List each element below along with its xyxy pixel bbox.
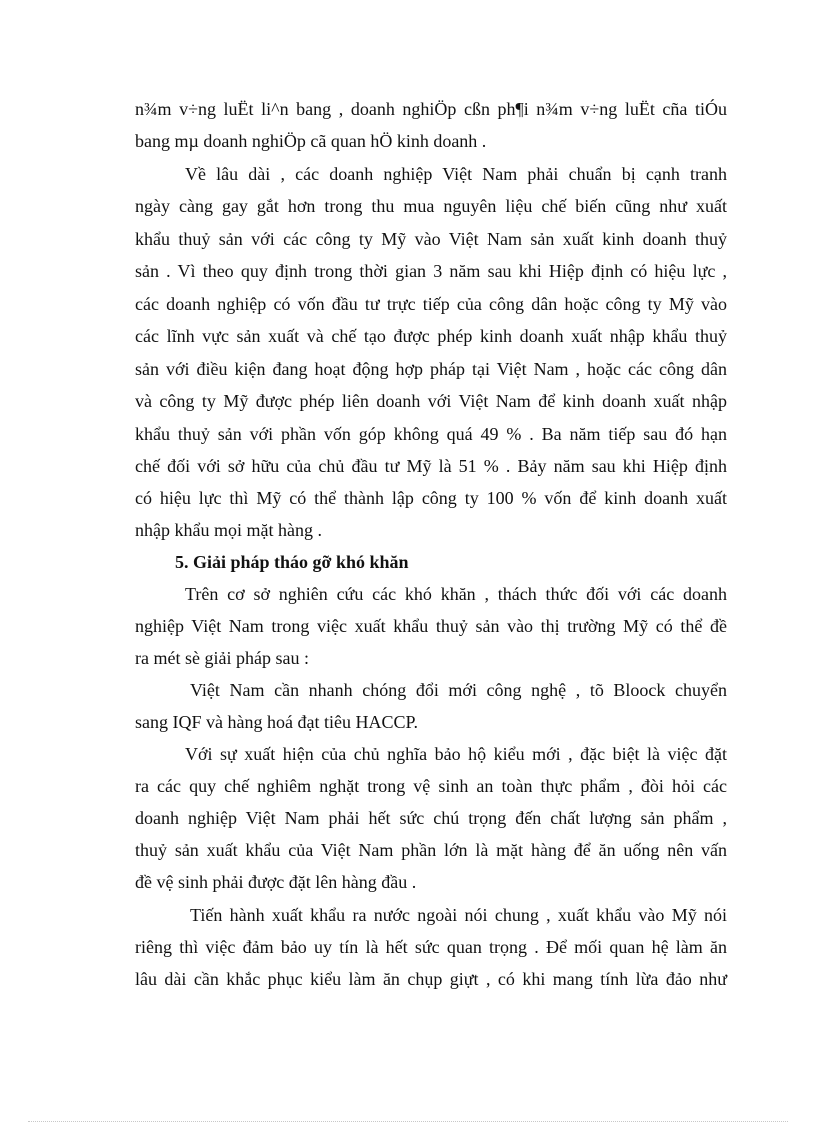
text-line: Tiến hành xuất khẩu ra nước ngoài nói chung , xuất khẩu vào Mỹ nói <box>190 905 727 925</box>
text-line: khẩu thuỷ sản với các công ty Mỹ vào Việt Nam sản xuất kinh doanh thuỷ <box>135 229 727 249</box>
text-line: ngày càng gay gắt hơn trong thu mua nguyên liệu chế biến cũng như xuất <box>135 196 727 216</box>
text-line: nghiệp Việt Nam trong việc xuất khẩu thuỷ sản vào thị trường Mỹ có thể đề <box>135 616 727 636</box>
text-line: doanh nghiệp Việt Nam phải hết sức chú trọng đến chất lượng sản phẩm , <box>135 808 727 828</box>
text-line: Về lâu dài , các doanh nghiệp Việt Nam phải chuẩn bị cạnh tranh <box>185 164 727 184</box>
text-line: nhập khẩu mọi mặt hàng . <box>135 520 322 540</box>
text-line: sang IQF và hàng hoá đạt tiêu HACCP. <box>135 712 418 732</box>
text-line: các doanh nghiệp có vốn đầu tư trực tiếp của công dân hoặc công ty Mỹ vào <box>135 294 727 314</box>
text-line: riêng thì việc đảm bảo uy tín là hết sức quan trọng . Để mối quan hệ làm ăn <box>135 937 727 957</box>
text-line: Việt Nam cần nhanh chóng đổi mới công nghệ , tõ Bloock chuyển <box>190 680 727 700</box>
text-line: ra các quy chế nghiêm nghặt trong vệ sinh an toàn thực phẩm , đòi hỏi các <box>135 776 727 796</box>
text-line: lâu dài cần khắc phục kiểu làm ăn chụp giựt , có khi mang tính lừa đảo như <box>135 969 727 989</box>
text-line: các lĩnh vực sản xuất và chế tạo được phép kinh doanh xuất nhập khẩu thuỷ <box>135 326 727 346</box>
text-line: Với sự xuất hiện của chủ nghĩa bảo hộ kiểu mới , đặc biệt là việc đặt <box>185 744 727 764</box>
text-line: chế đối với sở hữu của chủ đầu tư Mỹ là 51 % . Bảy năm sau khi Hiệp định <box>135 456 727 476</box>
text-line: sản với điều kiện đang hoạt động hợp pháp tại Việt Nam , hoặc các công dân <box>135 359 727 379</box>
text-line: và công ty Mỹ được phép liên doanh với Việt Nam để kinh doanh xuất nhập <box>135 391 727 411</box>
text-line: Trên cơ sở nghiên cứu các khó khăn , thách thức đối với các doanh <box>185 584 727 604</box>
page-bottom-rule <box>28 1121 788 1122</box>
text-line: sản . Vì theo quy định trong thời gian 3 năm sau khi Hiệp định có hiệu lực , <box>135 261 727 281</box>
text-line: thuỷ sản xuất khẩu của Việt Nam phần lớn là mặt hàng để ăn uống nên vấn <box>135 840 727 860</box>
section-heading: 5. Giải pháp tháo gỡ khó khăn <box>175 552 409 572</box>
text-line: khẩu thuỷ sản với phần vốn góp không quá 49 % . Ba năm tiếp sau đó hạn <box>135 424 727 444</box>
text-line: bang mµ doanh nghiÖp cã quan hÖ kinh doanh . <box>135 131 487 151</box>
text-line: ra mét sè giải pháp sau : <box>135 648 309 668</box>
text-line: có hiệu lực thì Mỹ có thể thành lập công ty 100 % vốn để kinh doanh xuất <box>135 488 727 508</box>
text-line: n¾m v÷ng luËt li^n bang , doanh nghiÖp cßn ph¶i n¾m v÷ng luËt cña tiÓu <box>135 99 727 119</box>
text-line: đề vệ sinh phải được đặt lên hàng đầu . <box>135 872 417 892</box>
